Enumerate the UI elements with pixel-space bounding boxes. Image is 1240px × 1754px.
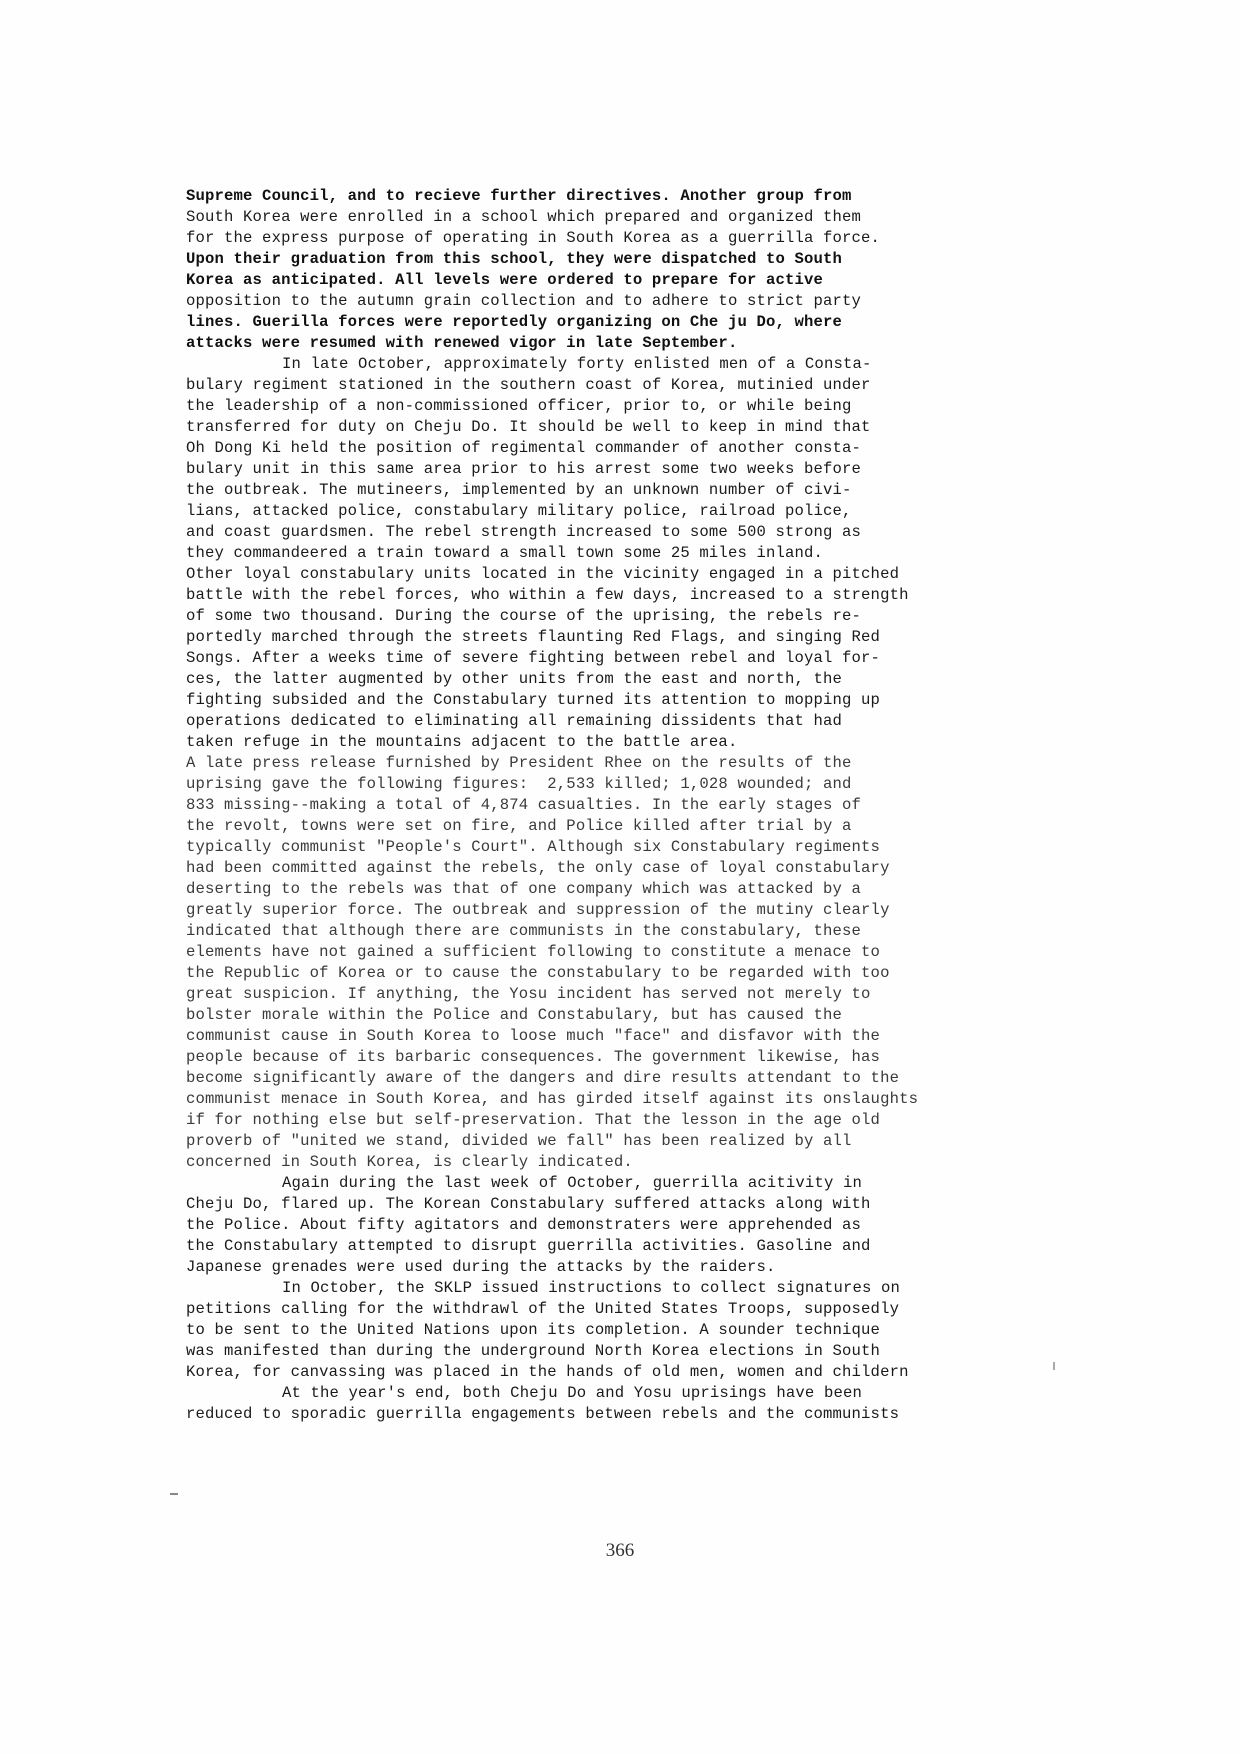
- text-line: bulary regiment stationed in the southern coast of Korea, mutinied under: [186, 376, 871, 394]
- text-line: the outbreak. The mutineers, implemented by an unknown number of civi-: [186, 481, 852, 499]
- text-line: elements have not gained a sufficient following to constitute a menace to: [186, 943, 881, 961]
- page-number: 366: [605, 1540, 635, 1561]
- paragraph-start-line: At the year's end, both Cheju Do and Yosu uprisings have been: [282, 1384, 862, 1402]
- text-line: opposition to the autumn grain collection and to adhere to strict party: [186, 292, 862, 310]
- typewritten-body: [186, 186, 1066, 1425]
- text-line: the leadership of a non-commissioned officer, prior to, or while being: [186, 397, 852, 415]
- text-line: operations dedicated to eliminating all remaining dissidents that had: [186, 712, 843, 730]
- text-line: Korea, for canvassing was placed in the hands of old men, women and childern: [186, 1363, 909, 1381]
- text-line: greatly superior force. The outbreak and suppression of the mutiny clearly: [186, 901, 890, 919]
- text-line: bulary unit in this same area prior to his arrest some two weeks before: [186, 460, 862, 478]
- paragraph-start-line: Again during the last week of October, guerrilla acitivity in: [282, 1174, 862, 1192]
- text-line: South Korea were enrolled in a school which prepared and organized them: [186, 208, 862, 226]
- text-line: Japanese grenades were used during the attacks by the raiders.: [186, 1258, 776, 1276]
- text-line: Korea as anticipated. All levels were ordered to prepare for active: [186, 271, 824, 289]
- text-line: had been committed against the rebels, the only case of loyal constabulary: [186, 859, 890, 877]
- text-line: battle with the rebel forces, who within a few days, increased to a strength: [186, 586, 909, 604]
- text-line: great suspicion. If anything, the Yosu incident has served not merely to: [186, 985, 871, 1003]
- text-line: people because of its barbaric consequences. The government likewise, has: [186, 1048, 881, 1066]
- text-line: transferred for duty on Cheju Do. It should be well to keep in mind that: [186, 418, 871, 436]
- text-line: and coast guardsmen. The rebel strength increased to some 500 strong as: [186, 523, 862, 541]
- text-line: concerned in South Korea, is clearly indicated.: [186, 1153, 633, 1171]
- text-line: portedly marched through the streets flaunting Red Flags, and singing Red: [186, 628, 881, 646]
- text-line: proverb of "united we stand, divided we fall" has been realized by all: [186, 1132, 852, 1150]
- text-line: for the express purpose of operating in South Korea as a guerrilla force.: [186, 229, 881, 247]
- text-line: the revolt, towns were set on fire, and Police killed after trial by a: [186, 817, 852, 835]
- scan-artifact-mark: [170, 1493, 178, 1495]
- text-line: uprising gave the following figures: 2,533 killed; 1,028 wounded; and: [186, 775, 852, 793]
- text-line: the Police. About fifty agitators and demonstraters were apprehended as: [186, 1216, 862, 1234]
- text-line: communist menace in South Korea, and has girded itself against its onslaughts: [186, 1090, 919, 1108]
- text-line: become significantly aware of the dangers and dire results attendant to the: [186, 1069, 900, 1087]
- text-line: communist cause in South Korea to loose much "face" and disfavor with the: [186, 1027, 881, 1045]
- text-line: ces, the latter augmented by other units from the east and north, the: [186, 670, 843, 688]
- text-line: Songs. After a weeks time of severe fighting between rebel and loyal for-: [186, 649, 881, 667]
- text-line: lines. Guerilla forces were reportedly organizing on Che ju Do, where: [186, 313, 843, 331]
- text-line: typically communist "People's Court". Although six Constabulary regiments: [186, 838, 881, 856]
- text-line: was manifested than during the underground North Korea elections in South: [186, 1342, 881, 1360]
- text-line: fighting subsided and the Constabulary turned its attention to mopping up: [186, 691, 881, 709]
- text-line: Cheju Do, flared up. The Korean Constabulary suffered attacks along with: [186, 1195, 871, 1213]
- text-line: the Constabulary attempted to disrupt guerrilla activities. Gasoline and: [186, 1237, 871, 1255]
- text-line: bolster morale within the Police and Constabulary, but has caused the: [186, 1006, 843, 1024]
- text-line: taken refuge in the mountains adjacent to the battle area.: [186, 733, 738, 751]
- text-line: 833 missing--making a total of 4,874 casualties. In the early stages of: [186, 796, 862, 814]
- paragraph-start-line: A late press release furnished by President Rhee on the results of the: [186, 754, 852, 772]
- text-line: Oh Dong Ki held the position of regimental commander of another consta-: [186, 439, 862, 457]
- text-line: if for nothing else but self-preservation. That the lesson in the age old: [186, 1111, 881, 1129]
- paragraph-start-line: In late October, approximately forty enlisted men of a Consta-: [282, 355, 872, 373]
- text-line: reduced to sporadic guerrilla engagements between rebels and the communists: [186, 1405, 900, 1423]
- text-line: attacks were resumed with renewed vigor in late September.: [186, 334, 738, 352]
- text-line: Upon their graduation from this school, they were dispatched to South: [186, 250, 843, 268]
- paragraph-start-line: In October, the SKLP issued instructions to collect signatures on: [282, 1279, 901, 1297]
- text-line: of some two thousand. During the course of the uprising, the rebels re-: [186, 607, 862, 625]
- text-line: deserting to the rebels was that of one company which was attacked by a: [186, 880, 862, 898]
- scan-artifact-mark: [1053, 1362, 1055, 1370]
- text-line: they commandeered a train toward a small town some 25 miles inland.: [186, 544, 824, 562]
- text-line: Supreme Council, and to recieve further directives. Another group from: [186, 187, 852, 205]
- text-line: indicated that although there are communists in the constabulary, these: [186, 922, 862, 940]
- text-line: lians, attacked police, constabulary military police, railroad police,: [186, 502, 852, 520]
- text-line: Other loyal constabulary units located in the vicinity engaged in a pitched: [186, 565, 900, 583]
- text-line: to be sent to the United Nations upon its completion. A sounder technique: [186, 1321, 881, 1339]
- text-line: the Republic of Korea or to cause the constabulary to be regarded with too: [186, 964, 890, 982]
- text-line: petitions calling for the withdrawl of the United States Troops, supposedly: [186, 1300, 900, 1318]
